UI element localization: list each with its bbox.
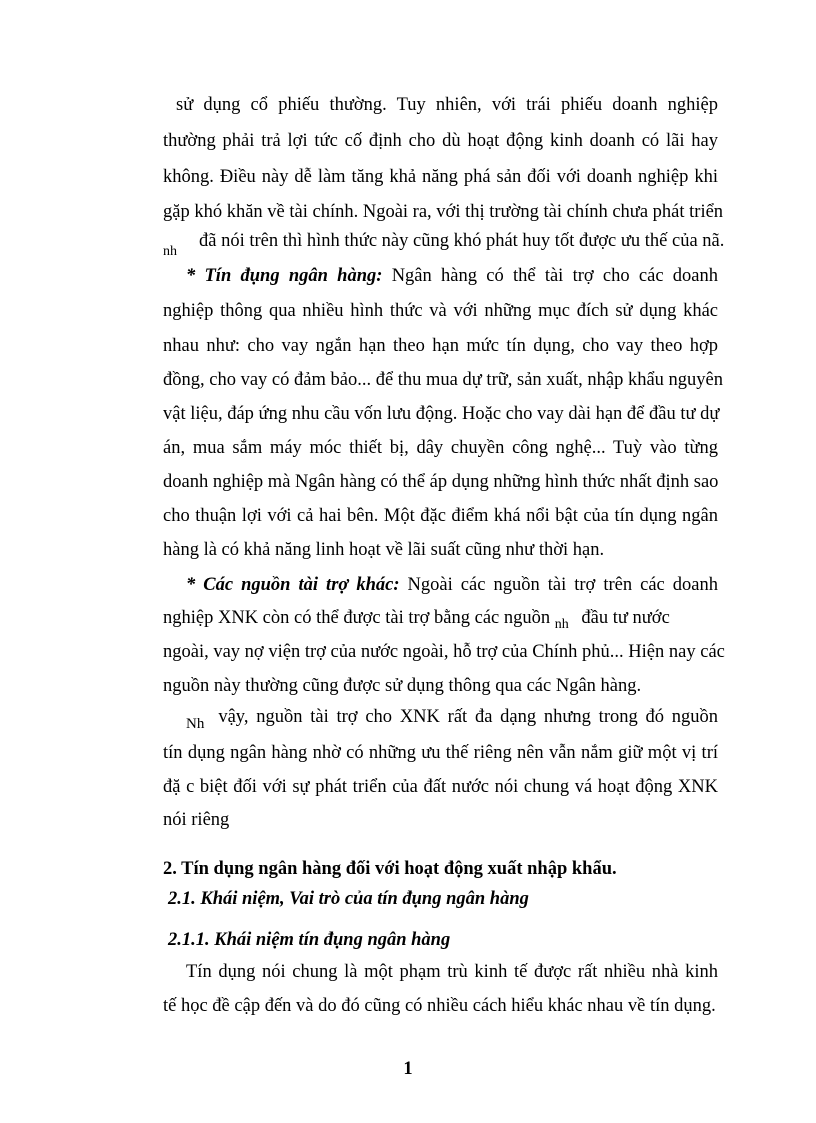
credit-heading-inline: * Tín đụng ngân hàng: [186,266,383,286]
page-number: 1 [403,1059,413,1079]
paragraph-2-line-4: đồng, cho vay có đảm bảo... để thu mua dự trữ, sản xuất, nhập khẩu nguyên [163,370,724,390]
paragraph-4-line-1-rest: vậy, nguồn tài trợ cho XNK rất đa dạng nhưng trong đó nguồn [218,707,718,727]
paragraph-3-line-4: nguồn này thường cũng được sử dụng thông qua các Ngân hàng. [163,676,642,696]
paragraph-4-line-1 [186,705,718,736]
small-fragment: nh [163,244,177,259]
section-2-1-1-heading: 2.1.1. Khái niệm tín đụng ngân hàng [168,930,451,950]
paragraph-2-line-6: án, mua sắm máy móc thiết bị, dây chuyền công nghệ... Tuỳ vào từng [163,438,718,458]
paragraph-1-line-5-text: đã nói trên thì hình thức này cũng khó phát huy tốt được ưu thế của nã. [199,231,725,251]
paragraph-2-line-3: nhau như: cho vay ngắn hạn theo hạn mức tín dụng, cho vay theo hợp [163,336,718,356]
paragraph-3-line-3: ngoài, vay nợ viện trợ của nước ngoài, hỗ trợ của Chính phủ... Hiện nay các [163,642,725,662]
paragraph-4-line-3: đặ c biệt đối với sự phát triển của đất nước nói chung vá hoạt động XNK [163,777,718,797]
paragraph-1-line-5 [163,229,725,264]
paragraph-4-line-4: nói riêng [163,810,230,830]
paragraph-2-line-1 [186,264,718,288]
paragraph-5-line-1: Tín dụng nói chung là một phạm trù kinh tế được rất nhiều nhà kinh [186,962,718,982]
paragraph-2-line-7: doanh nghiệp mà Ngân hàng có thể áp dụng những hình thức nhất định sao [163,472,719,492]
paragraph-2-line-2: nghiệp thông qua nhiều hình thức và với những mục đích sử dụng khác [163,301,718,321]
paragraph-3-line-1-rest: Ngoài các nguồn tài trợ trên các doanh [407,575,719,595]
paragraph-2-line-1-rest: Ngân hàng có thể tài trợ cho các doanh [391,266,718,286]
small-fragment: nh [554,617,569,632]
small-fragment: Nh [186,716,205,732]
paragraph-3-line-1 [186,573,718,597]
other-sources-heading-inline: * Các nguồn tài trợ khác: [186,575,400,595]
paragraph-2-line-5: vật liệu, đáp ứng nhu cầu vốn lưu động. Hoặc cho vay dài hạn để đầu tư dự [163,404,720,424]
paragraph-3-line-2-after: đầu tư nước [581,608,670,628]
paragraph-3-line-2 [163,606,718,637]
paragraph-1-line-2: thường phải trả lợi tức cố định cho dù hoạt động kinh doanh có lãi hay [163,131,718,151]
paragraph-1-line-3: không. Điều này dễ làm tăng khả năng phá sản đối với doanh nghiệp khi [163,167,718,187]
paragraph-5-line-2: tế học đề cập đến và do đó cũng có nhiều cách hiểu khác nhau về tín dụng. [163,996,716,1016]
paragraph-1-line-4: gặp khó khăn về tài chính. Ngoài ra, với thị trường tài chính chưa phát triển [163,202,724,222]
paragraph-3-line-2-before: nghiệp XNK còn có thể được tài trợ bằng các nguồn [163,608,551,628]
paragraph-1-line-1: sử dụng cổ phiếu thường. Tuy nhiên, với trái phiếu doanh nghiệp [176,95,718,115]
paragraph-2-line-9: hàng là có khả năng linh hoạt về lãi suất cũng như thời hạn. [163,540,605,560]
paragraph-4-line-2: tín dụng ngân hàng nhờ có những ưu thế riêng nên vẫn nắm giữ một vị trí [163,743,718,763]
section-2-1-heading: 2.1. Khái niệm, Vai trò của tín đụng ngân hàng [168,889,529,909]
section-2-heading: 2. Tín dụng ngân hàng đối với hoạt động xuất nhập khẩu. [163,859,617,879]
paragraph-2-line-8: cho thuận lợi với cả hai bên. Một đặc điểm khá nổi bật của tín dụng ngân [163,506,718,526]
